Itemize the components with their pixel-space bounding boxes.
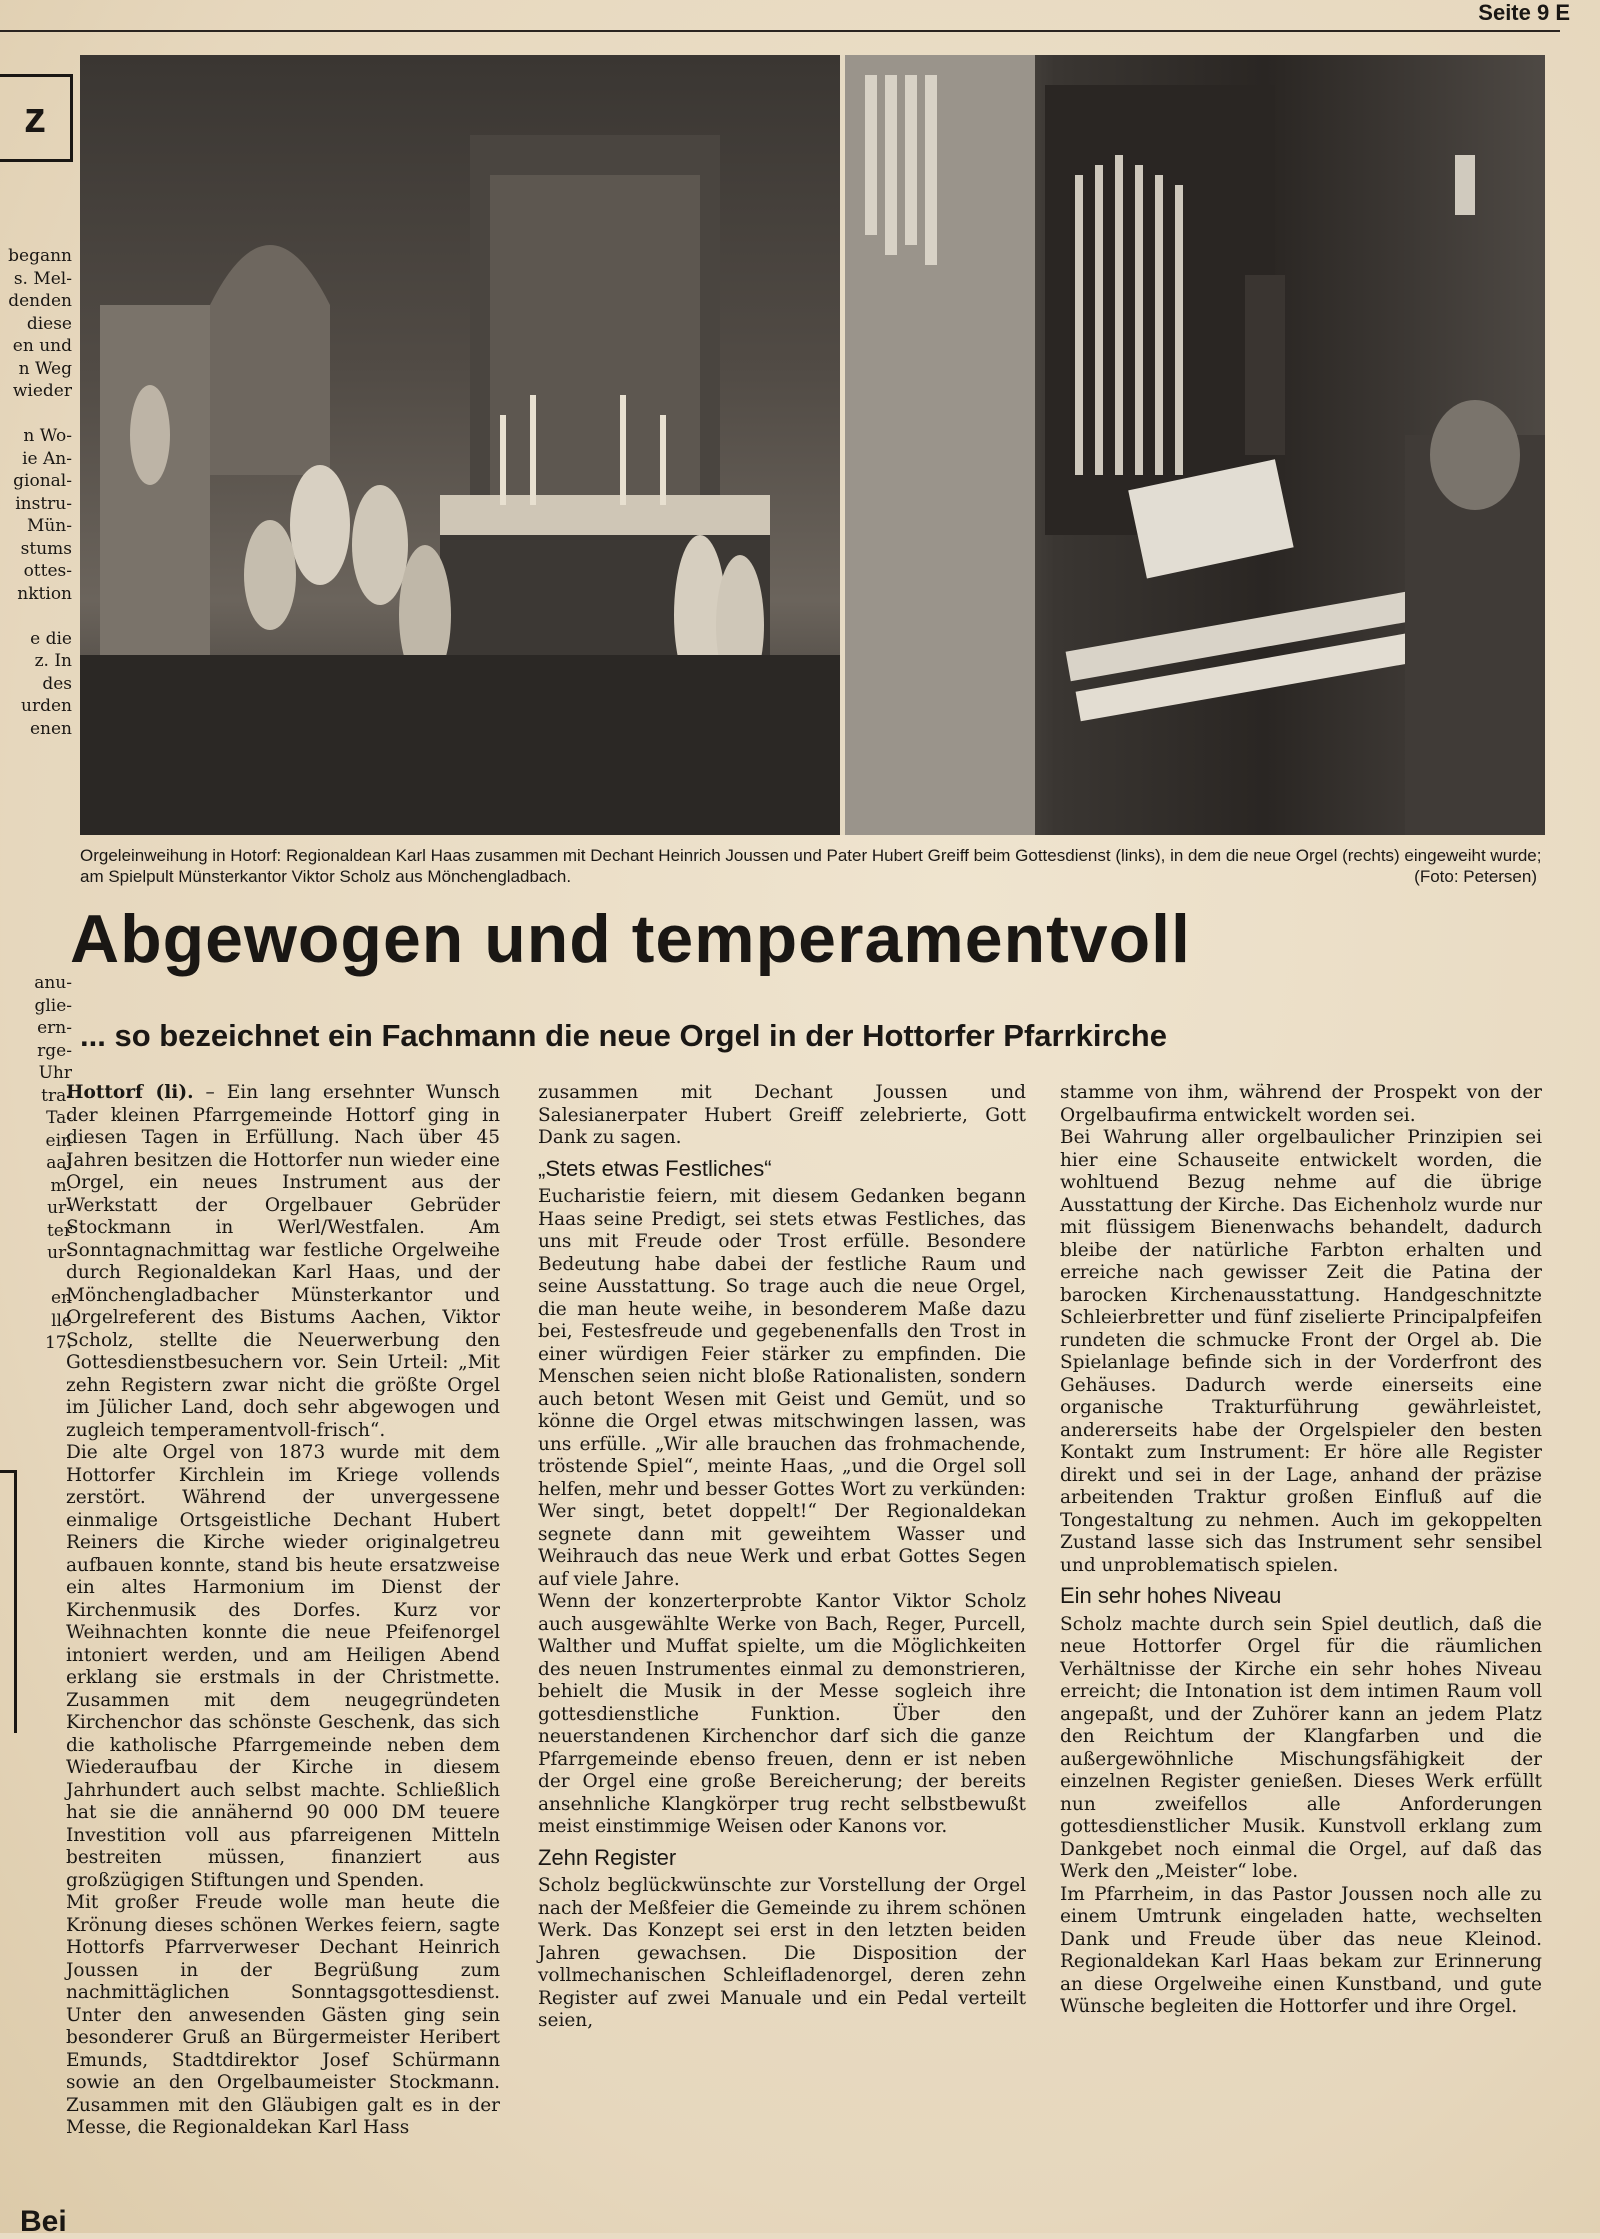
fragment-line: Ta-: [46, 1108, 72, 1128]
paragraph-text: Die alte Orgel von 1873 wurde mit dem Hottorfer Kirchlein im Kriege vollends zerstört. Während der unvergessene einmalige Ortsgeistliche Dechant Hubert Reiners die Kirche wieder originalgetreu aufbauen konnte, stand bis heute ersatzweise ein altes Harmonium im Dienst der Kirchenmusik des Dorfes. Kurz vor Weihnachten konnte die neue Pfeifenorgel intoniert werden, und am Heiligen Abend erklang sie erstmals in der Christmette. Zusammen mit dem neugegründeten Kirchenchor das schönste Geschenk, das sich die katholische Pfarrgemeinde neben dem Wiederaufbau der Kirche in diesem Jahrhundert auch selbst machte. Schließlich hat sie die annähernd 90 000 DM teuere Investition voll aus pfarreigenen Mitteln bestreiten müssen, finanziert aus großzügigen Stiftungen und Spenden.: [66, 1442, 500, 1891]
adjacent-headline-box: z: [0, 74, 73, 162]
fragment-line: nktion: [17, 583, 72, 604]
paragraph-text: Scholz beglückwünschte zur Vorstellung der Orgel nach der Meßfeier die Gemeinde zu ihrem schönen Werk. Das Konzept sei erst in den letzten beiden Jahren gewachsen. Die Disposition der vollmechanischen Schleifladenorgel, deren zehn Register auf zwei Manuale und ein Pedal verteilt seien,: [538, 1875, 1026, 2031]
fragment-line: ie An-: [22, 448, 72, 469]
paragraph-text: Scholz machte durch sein Spiel deutlich, daß die neue Hottorfer Orgel für die räumlichen Verhältnisse der Kirche ein sehr hohes Niveau erreicht; die Intonation ist dem intimen Raum voll angepaßt, und der Zuhörer kann an jedem Platz den Reichtum der Klangfarben und die außergewöhnliche Mischungsfähigkeit der einzelnen Register genießen. Dieses Werk erfüllt nun zweifellos alle Anforderungen gottesdienstlicher Musik. Kunstvoll erklang zum Dankgebet noch einmal die Orgel, auf daß das Werk den „Meister“ lobe.: [1060, 1613, 1542, 1882]
fragment-line: enen: [29, 718, 72, 739]
fragment-line: Uhr: [38, 1063, 72, 1083]
article-headline: Abgewogen und temperamentvoll: [70, 901, 1191, 977]
article-column-1: [66, 1082, 500, 2140]
article-paragraph: [538, 1186, 1026, 1591]
altar-scene-illustration: [80, 55, 840, 835]
article-column-3: [1060, 1082, 1542, 2019]
fragment-line: glie-: [34, 995, 72, 1016]
church-organ-photo: [80, 55, 1545, 835]
fragment-line: z. In: [34, 651, 72, 671]
article-paragraph: [66, 1442, 500, 1892]
section-heading: Zehn Register: [538, 1844, 677, 1870]
fragment-line: tra-: [41, 1085, 72, 1106]
article-paragraph: [1060, 1127, 1542, 1577]
paragraph-text: – Ein lang ersehnter Wunsch der kleinen Pfarrgemeinde Hottorf ging in diesen Tagen in Erfüllung. Nach über 45 Jahren besitzen die Hottorfer nun wieder eine Orgel, ein neues Instrument aus der Werkstatt der Orgelbauer Gebrüder Stockmann in Werl/Westfalen. Am Sonntagnachmittag war festliche Orgelweihe durch Regionaldekan Karl Haas, und der Mönchengladbacher Münsterkantor und Orgelreferent des Bistums Aachen, Viktor Scholz, stellte die Neuerwerbung den Gottesdienstbesuchern vor. Sein Urteil: „Mit zehn Registern zwar nicht die größte Orgel im Jülicher Land, doch sehr abgewogen und zugleich temperamentvoll-frisch“.: [66, 1082, 500, 1441]
fragment-line: gional-: [13, 471, 72, 491]
fragment-line: begann: [8, 246, 72, 266]
fragment-line: en und: [12, 336, 72, 356]
paragraph-text: Im Pfarrheim, in das Pastor Joussen noch alle zu einem Umtrunk eingeladen hatte, wechselten Dank und Freude über das neue Kleinod. Regionaldekan Karl Haas bekam zur Erinnerung an diese Orgelweihe einen Kunstband, und gute Wünsche begleiten die Hottorfer und ihre Orgel.: [1060, 1883, 1542, 2017]
article-paragraph: [1060, 1082, 1542, 1127]
fragment-line: en: [50, 1288, 72, 1308]
next-article-fragment: Bei: [20, 2205, 67, 2238]
caption-text: Orgeleinweihung in Hotorf: Regionaldean Karl Haas zusammen mit Dechant Heinrich Joussen und Pater Hubert Greiff beim Gottesdienst (links), in dem die neue Orgel (rechts) eingeweiht wurde; am Spielpult Münsterkantor Viktor Scholz aus Mönchengladbach.: [80, 846, 1542, 886]
fragment-line: ter: [46, 1220, 72, 1241]
article-column-2: [538, 1082, 1026, 2033]
article-paragraph: [538, 1591, 1026, 1839]
fragment-line: e die: [30, 628, 72, 649]
fragment-line: wieder: [12, 381, 72, 401]
fragment-line: lle: [51, 1310, 72, 1331]
paragraph-text: zusammen mit Dechant Joussen und Salesianerpater Hubert Greiff zelebrierte, Gott Dank zu sagen.: [538, 1082, 1026, 1148]
article-paragraph: [538, 1875, 1026, 2033]
fragment-line: n Weg: [18, 358, 72, 379]
page-number: Seite 9 E: [1478, 0, 1570, 25]
fragment-line: denden: [8, 291, 72, 311]
organ-console-illustration: [845, 55, 1545, 835]
dateline: Hottorf (li).: [66, 1082, 194, 1103]
fragment-line: stums: [20, 538, 72, 559]
fragment-line: anu-: [34, 973, 72, 993]
paragraph-text: stamme von ihm, während der Prospekt von der Orgelbaufirma entwickelt worden sei.: [1060, 1082, 1542, 1126]
organ-photo: [845, 55, 1545, 835]
fragment-line: rge-: [37, 1040, 72, 1061]
fragment-line: Mün-: [26, 516, 72, 536]
article-paragraph: [538, 1082, 1026, 1150]
article-subheadline: ... so bezeichnet ein Fachmann die neue Orgel in der Hottorfer Pfarrkirche: [80, 1018, 1167, 1053]
fragment-line: ein: [45, 1130, 72, 1151]
article-paragraph: [66, 1892, 500, 2140]
paragraph-text: Eucharistie feiern, mit diesem Gedanken begann Haas seine Predigt, sei stets etwas Festliches, das uns mit Freude oder Trost erfülle. Besondere Bedeutung habe dabei der festliche Raum und seine Ausstattung. So trage auch die neue Orgel, die man heute weihe, in besonderem Maße dazu bei, Festesfreude und gegebenenfalls den Trost in einer würdigen Feier stärker zu empfinden. Die Menschen seien nicht bloße Rationalisten, sondern auch betont Wesen mit Geist und Gemüt, und so könne die Orgel etwas mitschwingen lassen, was uns erfülle. „Wir alle brauchen das frohmachende, tröstende Spiel“, meinte Haas, „und die Orgel soll helfen, mehr und besser Gottes Wort zu verkünden: Wer singt, betet doppelt!“ Der Regionaldekan segnete dann mit geweihtem Wasser und Weihrauch das neue Werk und erbat Gottes Segen auf viele Jahre.: [538, 1186, 1026, 1590]
article-paragraph: [1060, 1884, 1542, 2019]
fragment-line: ottes-: [23, 561, 72, 581]
service-photo: [80, 55, 840, 835]
section-heading: „Stets etwas Festliches“: [538, 1155, 772, 1181]
fragment-line: s. Mel-: [13, 268, 72, 289]
fragment-line: ern-: [37, 1018, 72, 1038]
fragment-line: des: [42, 673, 72, 694]
adjacent-box-rule: [0, 1470, 17, 1733]
fragment-line: ur-: [47, 1243, 72, 1263]
fragment-line: n Wo-: [23, 426, 72, 446]
fragment-line: ur-: [47, 1198, 72, 1218]
fragment-line: 17.: [44, 1333, 72, 1353]
fragment-line: diese: [26, 313, 72, 334]
fragment-line: m.: [50, 1175, 72, 1196]
paragraph-text: Bei Wahrung aller orgelbaulicher Prinzipien sei hier eine Schauseite entwickelt worden, die wohltuend Bezug nehme auf die übrige Ausstattung der Kirche. Das Eichenholz wurde nur mit flüssigem Bienenwachs behandelt, dadurch bleibe der natürliche Farbton erhalten und erreiche nach gewisser Zeit die Patina der barocken Kirchenausstattung. Handgeschnitzte Schleierbretter und fünf ziselierte Principalpfeifen rundeten die schmucke Front der Orgel ab. Die Spielanlage befinde sich in der Vorderfront des Gehäuses. Dadurch werde einerseits eine organische Trakturführung gewährleistet, andererseits habe der Orgelspieler den besten Kontakt zum Instrument: Er höre alle Register direkt und sei in der Lage, anhand der präzise arbeitenden Traktur großen Einfluß auf die Tongestaltung zu nehmen. Auch im gekoppelten Zustand lasse sich das Instrument sehr sensibel und unproblematisch spielen.: [1060, 1127, 1542, 1576]
adjacent-article-fragment: [0, 40, 76, 2190]
photo-credit: (Foto: Petersen): [1414, 867, 1537, 886]
fragment-line: instru-: [15, 493, 72, 514]
photo-caption: [80, 845, 1545, 887]
article-paragraph: [1060, 1614, 1542, 1884]
fragment-line: urden: [21, 696, 72, 716]
paragraph-text: Mit großer Freude wolle man heute die Krönung dieses schönen Werkes feiern, sagte Hottorfs Pfarrverweser Dechant Heinrich Joussen in der Begrüßung zum nachmittäglichen Sonntagsgottesdienst. Unter den anwesenden Gästen ging sein besonderer Gruß an Bürgermeister Heribert Emunds, Stadtdirektor Josef Schürmann sowie an den Orgelbaumeister Stockmann. Zusammen mit den Gläubigen galt es in der Messe, die Regionaldekan Karl Hass: [66, 1892, 500, 2138]
article-paragraph: [66, 1082, 500, 1442]
header-rule: [0, 30, 1560, 32]
fragment-line: aal: [46, 1153, 72, 1173]
section-heading: Ein sehr hohes Niveau: [1060, 1583, 1282, 1608]
paragraph-text: Wenn der konzerterprobte Kantor Viktor Scholz auch ausgewählte Werke von Bach, Reger, Purcell, Walther und Muffat spielte, um die Möglichkeiten des neuen Instrumentes einmal zu demonstrieren, behielt die Musik in der Messe sogleich ihre gottesdienstliche Funktion. Über den neuerstandenen Kirchenchor darf sich die ganze Pfarrgemeinde ebenso freuen, denn er ist neben der Orgel eine große Bereicherung; der bereits ansehnliche Klangkörper trug recht selbstbewußt meist einstimmige Weisen oder Kanons vor.: [538, 1591, 1026, 1837]
